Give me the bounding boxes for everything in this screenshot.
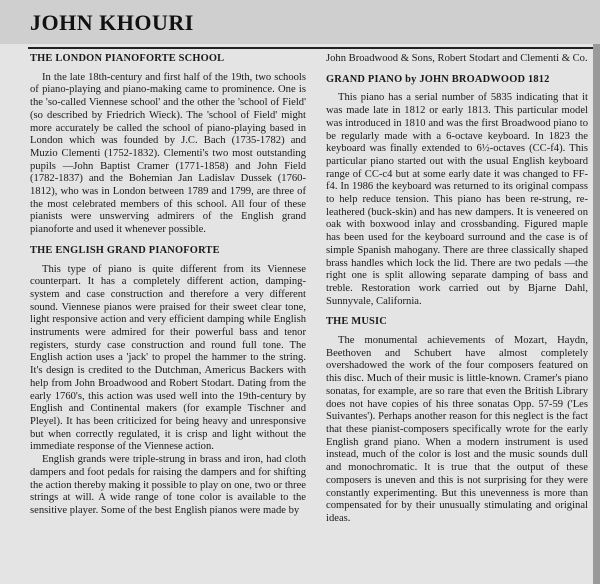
header-rule <box>28 47 600 49</box>
section-heading-the-music: THE MUSIC <box>326 316 387 328</box>
section-heading-london-school: THE LONDON PIANOFORTE SCHOOL <box>30 53 225 64</box>
paragraph-english-grand-2: English grands were triple-strung in brass and iron, had cloth dampers and foot pedals for raising the dampers and for shifting the action thereby making it possible to play on one, two or three strings at will. A wide range of tone color is available to the sensitive player. Some of the best English pianos were made by <box>30 454 306 516</box>
section-heading-english-grand: THE ENGLISH GRAND PIANOFORTE <box>30 244 220 256</box>
page-header <box>0 0 600 44</box>
left-column <box>30 53 306 518</box>
paragraph-continuation: John Broadwood & Sons, Robert Stodart and Clementi & Co. <box>326 53 588 64</box>
page-title: JOHN KHOURI <box>30 10 194 35</box>
page-edge-shadow <box>593 44 600 584</box>
paragraph-english-grand-1: This type of piano is quite different from its Viennese counterpart. It has a completely different action, damping-system and case construction and therefore a very different sound. Viennese pianos were praised for their sweet clear tone, light responsive action and very efficient damping while English instruments were admired for their powerful bass and tenor registers, sturdy case construction and round full tone. The English action uses a 'jack' to propel the hammer to the string. It's design is credited to the Dutchman, Americus Backers with help from John Broadwood and Robert Stodart. Dating from the early 1760's, this action was used well into the 19th-century by English and Continental makers (for example Tischner and Pleyel). It has been criticized for being heavy and unresponsive but when correctly regulated, it is crisp and light without the immediate response of the Viennese action. <box>30 263 306 453</box>
section-heading-broadwood-1812: GRAND PIANO by JOHN BROADWOOD 1812 <box>326 73 550 85</box>
paragraph-the-music: The monumental achievements of Mozart, Haydn, Beethoven and Schubert have almost completely overshadowed the work of the four composers featured on this disc. Much of their music is little-known. Cramer's piano sonatas, for example, are so rare that even the British Library does not have copies of his three sonatas Opp. 57-59 ('Les Suivantes'). Perhaps another reason for this neglect is the fact that these pianist-composers specifically wrote for the early English grand piano. When a modern instrument is used instead, much of the color is lost and the music sounds dull and monochromatic. It is true that the output of these composers is uneven and this is not surprising for they were constantly experimenting. But this unevenness is more than compensated for by their unusually stimulating and original ideas. <box>326 335 588 524</box>
paragraph-london-school: In the late 18th-century and first half of the 19th, two schools of piano-playing and piano-making came to prominence. One is the 'so-called Viennese school' and the other the 'school of Field' (so described by Friedrich Wieck). The 'school of Field' might more accurately be called the school of piano-playing based in London which was founded by J.C. Bach (1735-1782) and Muzio Clementi (1752-1832). Clementi's two most outstanding pupils —John Baptist Cramer (1771-1858) and John Field (1782-1837) and the Bohemian Jan Ladislav Dussek (1760-1812), who was in London between 1789 and 1799, are three of the most celebrated members of this school. All four of these pianists were unswerving admirers of the English grand pianoforte and used it whenever possible. <box>30 71 306 236</box>
paragraph-broadwood-1812: This piano has a serial number of 5835 indicating that it was made late in 1812 or early 1813. This particular model was introduced in 1810 and was the first Broadwood piano to be regularly made with a 6-octave keyboard. In 1823 the keyboard was finally extended to 6½-octaves (CC-f4). This particular piano started out with the usual English keyboard range of CC-c4 but at some early date it was changed to FF-f4. In 1986 the keyboard was returned to its original compass to help reduce tension. This piano has been re-strung, re-leathered (buck-skin) and has new dampers. It is veneered on oak with boxwood inlay and crossbanding. Figured maple has been used for the keyboard surround and the case is of simple Spanish mahogany. There are three classically shaped brass handles which lock the lid. There are two pedals —the right one is split allowing separate damping of bass and treble. Restoration work carried out by Bjarne Dahl, Sunnyvale, California. <box>326 92 588 307</box>
right-column <box>326 53 588 526</box>
